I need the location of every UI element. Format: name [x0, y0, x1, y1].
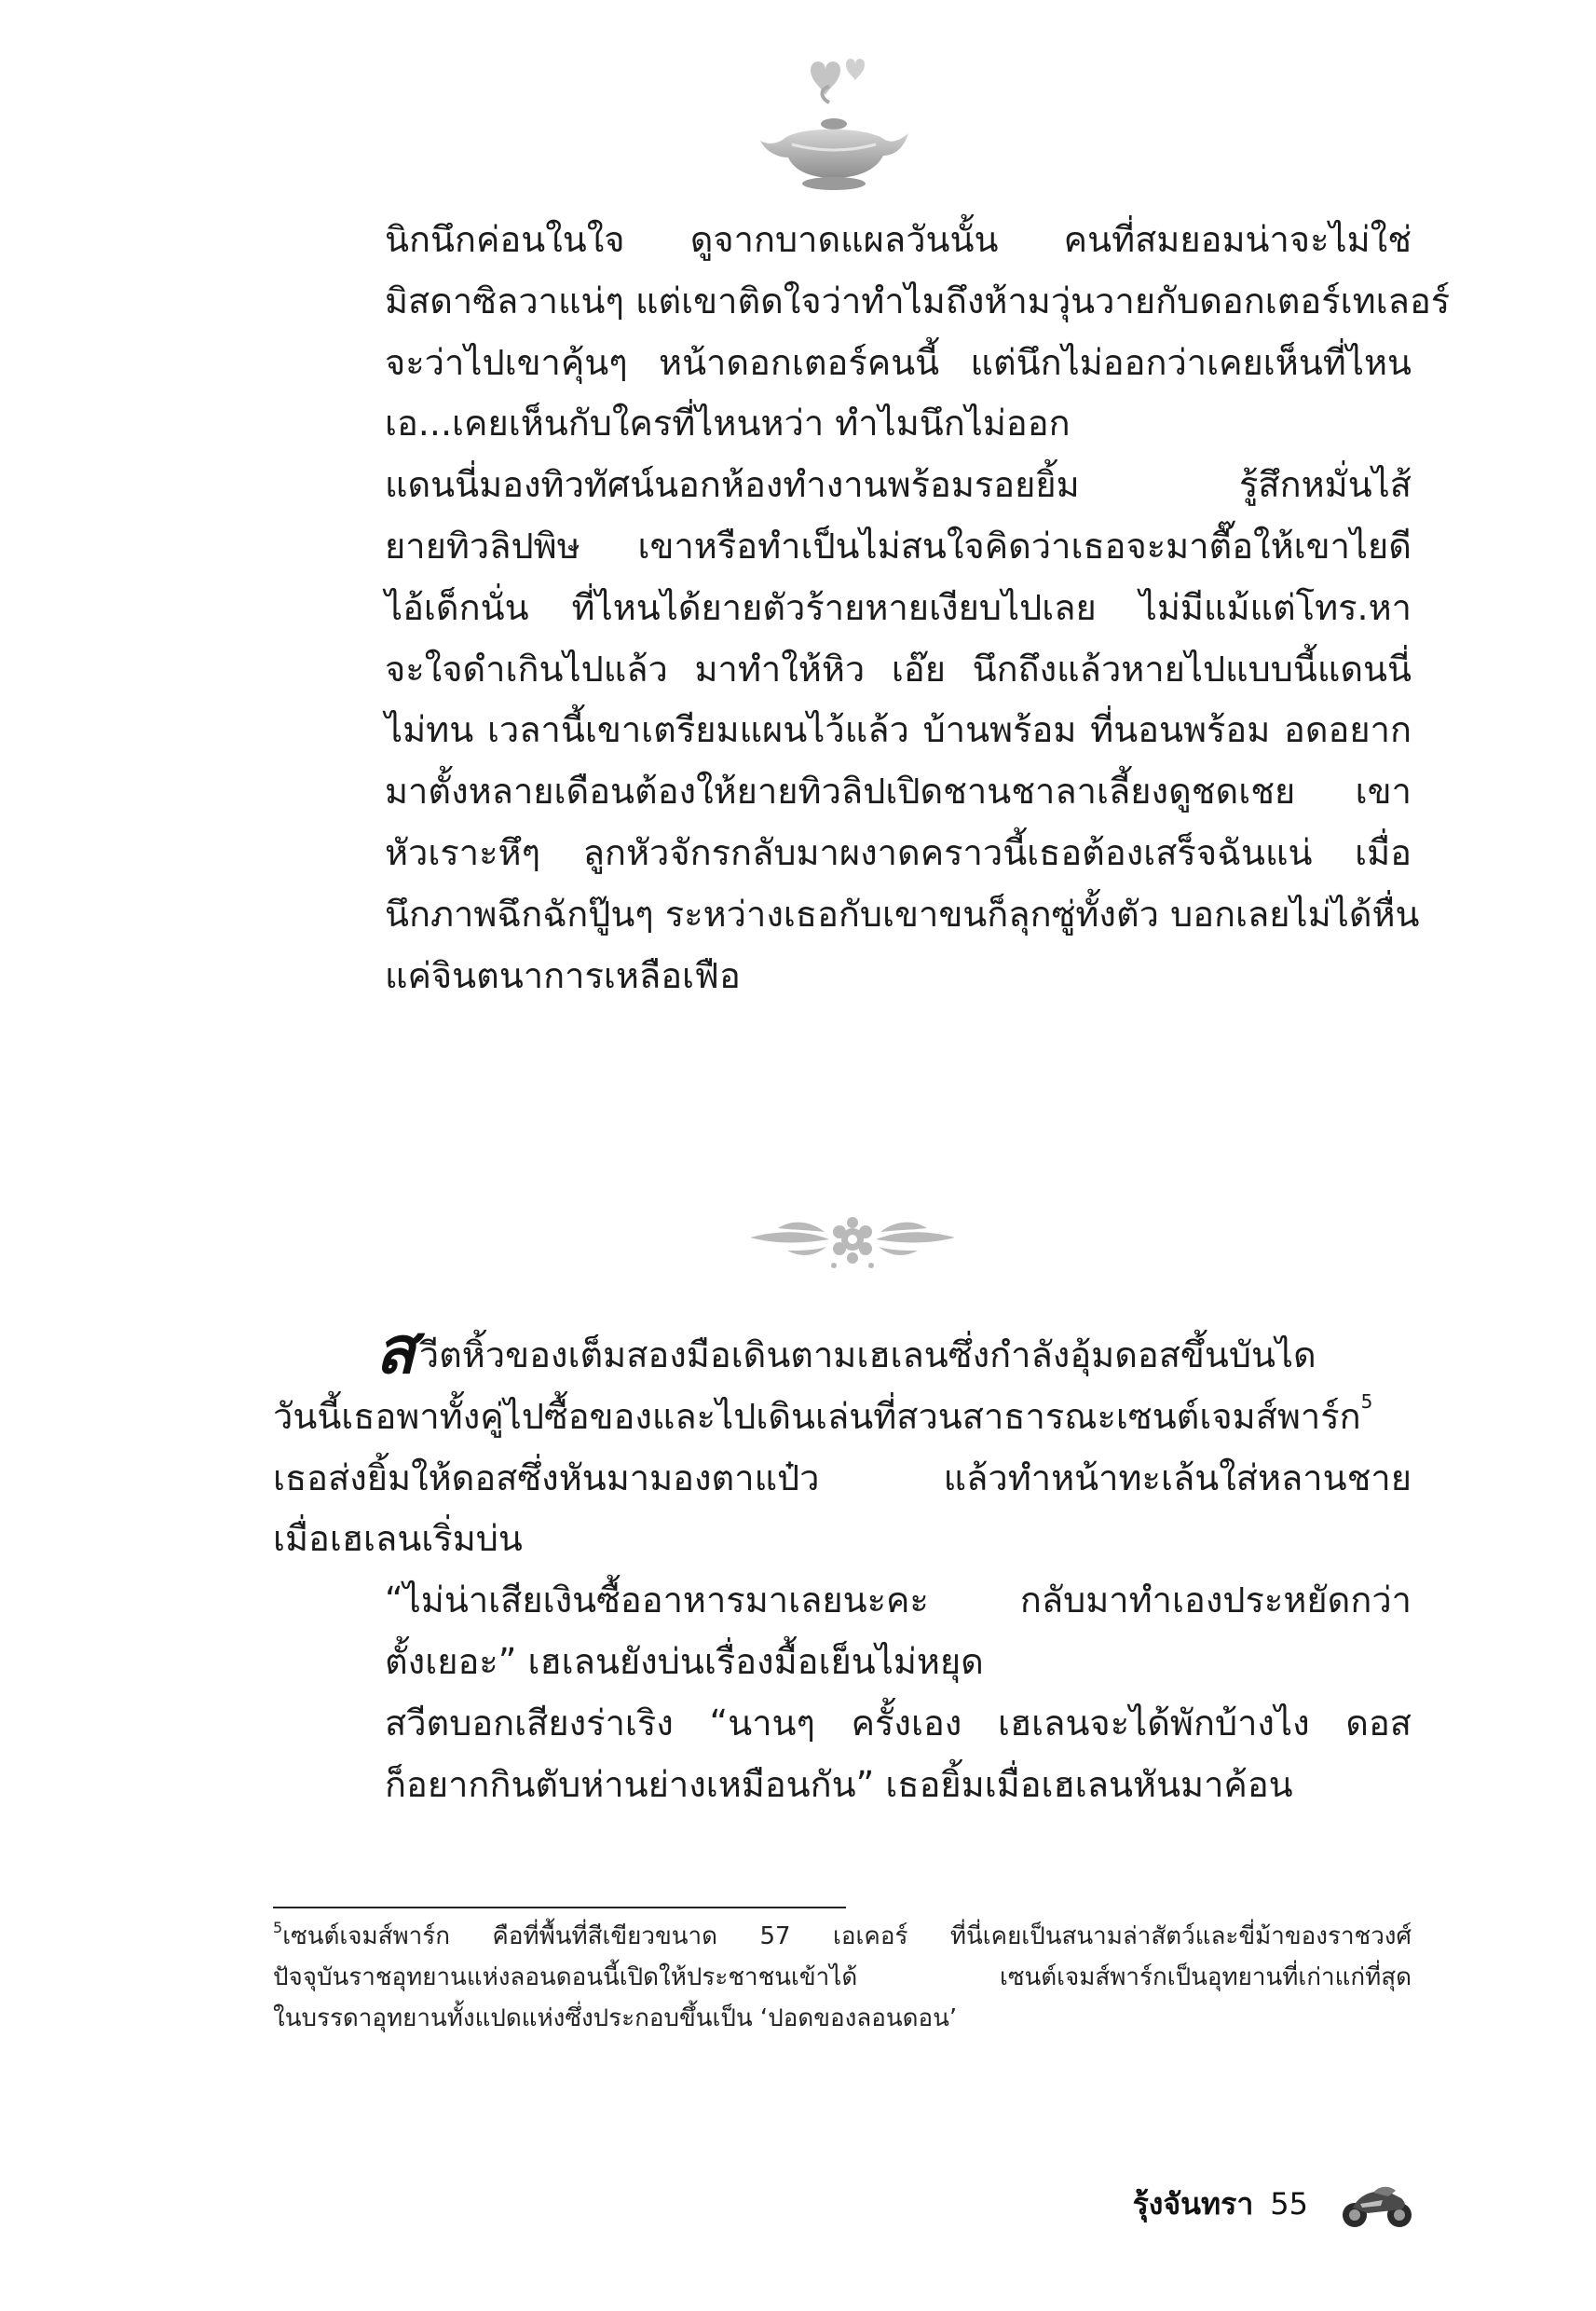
text-line: [273, 1312, 1412, 1388]
text-line: นิกนึกค่อนในใจ ดูจากบาดแผลวันนั้น คนที่สมยอมน่าจะไม่ใช่: [385, 219, 1412, 260]
text-line: ไอ้เด็กนั่น ที่ไหนได้ยายตัวร้ายหายเงียบไปเลย ไม่มีแม้แต่โทร.หา: [385, 586, 1412, 628]
genie-lamp-icon: [755, 51, 913, 200]
text-line: ยายทิวลิปพิษ เขาหรือทำเป็นไม่สนใจคิดว่าเธอจะมาตื๊อให้เขาไยดี: [385, 525, 1412, 567]
text-line: หัวเราะหึๆ ลูกหัวจักรกลับมาผงาดคราวนี้เธอต้องเสร็จฉันแน่ เมื่อ: [385, 831, 1412, 873]
book-title: รุ้งจันทรา: [1132, 2185, 1254, 2222]
text-line: เมื่อเฮเลนเริ่มบ่น: [273, 1518, 523, 1560]
footnote-marker[interactable]: 5: [1360, 1389, 1373, 1413]
footnote-number: 5: [273, 1919, 283, 1936]
text-block-2: [273, 1312, 1412, 1815]
text-line: [273, 1387, 1412, 1448]
text-line: ไม่ทน เวลานี้เขาเตรียมแผนไว้แล้ว บ้านพร้อม ที่นอนพร้อม อดอยาก: [385, 709, 1412, 751]
footnote-line: [273, 1916, 1412, 1957]
footnote: [273, 1916, 1412, 2039]
floral-divider-icon: [741, 1202, 964, 1277]
text-line: จะว่าไปเขาคุ้นๆ หน้าดอกเตอร์คนนี้ แต่นึกไม่ออกว่าเคยเห็นที่ไหน: [385, 341, 1412, 383]
text-line: เอ...เคยเห็นกับใครที่ไหนหว่า ทำไมนึกไม่ออก: [385, 403, 1071, 444]
text-line: มาตั้งหลายเดือนต้องให้ยายทิวลิปเปิดชานชาลาเลี้ยงดูชดเชย เขา: [385, 771, 1412, 813]
paragraph: [273, 1693, 1412, 1816]
page-footer: [1133, 2171, 1414, 2236]
text-line: นึกภาพฉึกฉักปู๊นๆ ระหว่างเธอกับเขาขนก็ลุกซู่ทั้งตัว บอกเลยไม่ได้หื่น: [385, 893, 1420, 935]
text-block-1: [273, 210, 1451, 1006]
text-run: วีตหิ้วของเต็มสองมือเดินตามเฮเลนซึ่งกำลังอุ้มดอสขึ้นบันได: [418, 1334, 1316, 1375]
text-run: วันนี้เธอพาทั้งคู่ไปซื้อของและไปเดินเล่นที่สวนสาธารณะเซนต์เจมส์พาร์ก: [273, 1395, 1361, 1437]
text-line: ตั้งเยอะ” เฮเลนยังบ่นเรื่องมื้อเย็นไม่หยุด: [385, 1640, 984, 1682]
text-line: สวีตบอกเสียงร่าเริง “นานๆ ครั้งเอง เฮเลนจะได้พักบ้างไง ดอส: [385, 1702, 1412, 1744]
motorcycle-icon: [1340, 2176, 1414, 2232]
footnote-line: ปัจจุบันราชอุทยานแห่งลอนดอนนี้เปิดให้ประชาชนเข้าได้ เซนต์เจมส์พาร์กเป็นอุทยานที่เก่าแก่ที่สุด: [273, 1963, 1412, 1991]
footnote-line: ในบรรดาอุทยานทั้งแปดแห่งซึ่งประกอบขึ้นเป็น ‘ปอดของลอนดอน’: [273, 2004, 958, 2032]
text-run: เซนต์เจมส์พาร์ก คือที่พื้นที่สีเขียวขนาด 57 เอเคอร์ ที่นี่เคยเป็นสนามล่าสัตว์และขี่ม้าของราชวงศ์: [282, 1922, 1412, 1950]
text-line: จะใจดำเกินไปแล้ว มาทำให้หิว เอ๊ย นึกถึงแล้วหายไปแบบนี้แดนนี่: [385, 648, 1412, 690]
paragraph: [273, 455, 1420, 1006]
text-line: แดนนี่มองทิวทัศน์นอกห้องทำงานพร้อมรอยยิ้ม รู้สึกหมั่นไส้: [385, 464, 1412, 506]
text-line: เธอส่งยิ้มให้ดอสซึ่งหันมามองตาแป๋ว แล้วทำหน้าทะเล้นใส่หลานชาย: [273, 1456, 1412, 1498]
page-number: 55: [1270, 2186, 1308, 2222]
paragraph: [273, 1570, 1412, 1693]
paragraph: [273, 210, 1451, 455]
text-line: แค่จินตนาการเหลือเฟือ: [385, 954, 741, 996]
text-line: ก็อยากกินตับห่านย่างเหมือนกัน” เธอยิ้มเมื่อเฮเลนหันมาค้อน: [385, 1763, 1293, 1805]
footnote-divider: [273, 1907, 846, 1908]
text-line: “ไม่น่าเสียเงินซื้ออาหารมาเลยนะคะ กลับมาทำเองประหยัดกว่า: [385, 1579, 1412, 1621]
drop-cap: ส: [375, 1312, 416, 1388]
text-line: มิสดาซิลวาแน่ๆ แต่เขาติดใจว่าทำไมถึงห้ามวุ่นวายกับดอกเตอร์เทเลอร์: [385, 280, 1451, 321]
paragraph: [273, 1312, 1412, 1570]
